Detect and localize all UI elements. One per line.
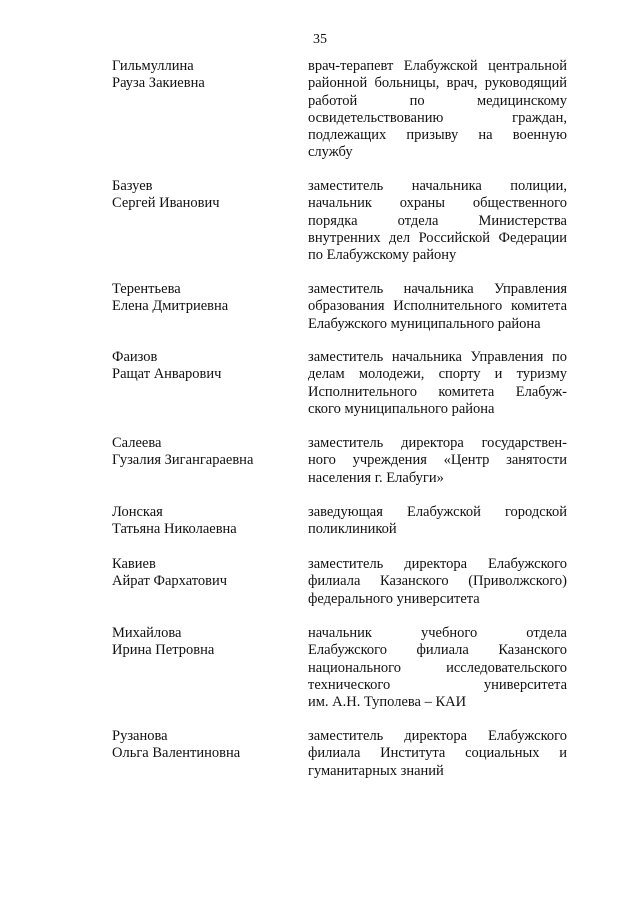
given-name: Ольга Валентиновна bbox=[112, 745, 241, 762]
position-description bbox=[308, 349, 567, 418]
position-line: заместитель директора Елабужского bbox=[308, 728, 567, 744]
surname: Кавиев bbox=[112, 556, 156, 572]
person-name bbox=[112, 349, 297, 384]
surname: Рузанова bbox=[112, 728, 168, 744]
position-line: заместитель директора Елабужского bbox=[308, 556, 567, 572]
person-name bbox=[112, 625, 297, 660]
position-line: заместитель директора государствен- bbox=[308, 435, 567, 451]
given-name: Ращат Анварович bbox=[112, 366, 222, 383]
position-line: филиала Казанского (Приволжского) bbox=[308, 573, 567, 590]
position-line: по Елабужскому району bbox=[308, 247, 457, 264]
position-line: Елабужского филиала Казанского bbox=[308, 642, 567, 659]
position-description bbox=[308, 435, 567, 487]
surname: Терентьева bbox=[112, 281, 181, 297]
person-name bbox=[112, 728, 297, 763]
position-line: службу bbox=[308, 144, 353, 161]
position-line: ного учреждения «Центр занятости bbox=[308, 452, 567, 469]
position-line: порядка отдела Министерства bbox=[308, 212, 567, 229]
position-description bbox=[308, 625, 567, 711]
person-name bbox=[112, 556, 297, 591]
surname: Фаизов bbox=[112, 349, 158, 365]
position-line: заведующая Елабужской городской bbox=[308, 504, 567, 520]
position-line: национального исследовательского bbox=[308, 659, 567, 676]
given-name: Ирина Петровна bbox=[112, 642, 215, 659]
position-line: делам молодежи, спорту и туризму bbox=[308, 366, 567, 383]
position-line: врач-терапевт Елабужской центральной bbox=[308, 58, 567, 74]
position-line: работой по медицинскому bbox=[308, 92, 567, 109]
position-description bbox=[308, 504, 567, 539]
position-description bbox=[308, 556, 567, 608]
position-line: заместитель начальника Управления bbox=[308, 281, 567, 297]
position-description bbox=[308, 178, 567, 264]
person-name bbox=[112, 281, 297, 316]
position-line: населения г. Елабуги» bbox=[308, 469, 444, 486]
surname: Базуев bbox=[112, 178, 153, 194]
position-line: подлежащих призыву на военную bbox=[308, 127, 567, 144]
person-name bbox=[112, 178, 297, 213]
position-line: поликлиникой bbox=[308, 521, 397, 538]
position-description bbox=[308, 728, 567, 780]
position-description bbox=[308, 281, 567, 333]
given-name: Айрат Фархатович bbox=[112, 573, 228, 590]
position-line: федерального университета bbox=[308, 590, 480, 607]
position-line: Исполнительного комитета Елабуж- bbox=[308, 383, 567, 400]
given-name: Сергей Иванович bbox=[112, 195, 220, 212]
position-line: филиала Института социальных и bbox=[308, 745, 567, 762]
given-name: Татьяна Николаевна bbox=[112, 521, 237, 538]
given-name: Гузалия Зигангараевна bbox=[112, 452, 254, 469]
position-line: гуманитарных знаний bbox=[308, 762, 444, 779]
position-line: им. А.Н. Туполева – КАИ bbox=[308, 694, 467, 711]
position-line: начальник охраны общественного bbox=[308, 195, 567, 212]
surname: Лонская bbox=[112, 504, 163, 520]
position-line: районной больницы, врач, руководящий bbox=[308, 75, 567, 92]
page-number: 35 bbox=[313, 32, 327, 47]
position-line: Елабужского муниципального района bbox=[308, 315, 541, 332]
person-name bbox=[112, 435, 297, 470]
position-line: заместитель начальника Управления по bbox=[308, 349, 567, 365]
position-line: освидетельствованию граждан, bbox=[308, 109, 567, 126]
position-line: образования Исполнительного комитета bbox=[308, 298, 567, 315]
person-name bbox=[112, 504, 297, 539]
surname: Михайлова bbox=[112, 625, 182, 641]
position-description bbox=[308, 58, 567, 162]
position-line: технического университета bbox=[308, 676, 567, 693]
position-line: заместитель начальника полиции, bbox=[308, 178, 567, 194]
person-name bbox=[112, 58, 297, 93]
given-name: Рауза Закиевна bbox=[112, 75, 205, 92]
position-line: начальник учебного отдела bbox=[308, 625, 567, 641]
position-line: ского муниципального района bbox=[308, 400, 495, 417]
surname: Салеева bbox=[112, 435, 162, 451]
position-line: внутренних дел Российской Федерации bbox=[308, 229, 567, 246]
surname: Гильмуллина bbox=[112, 58, 194, 74]
given-name: Елена Дмитриевна bbox=[112, 298, 229, 315]
